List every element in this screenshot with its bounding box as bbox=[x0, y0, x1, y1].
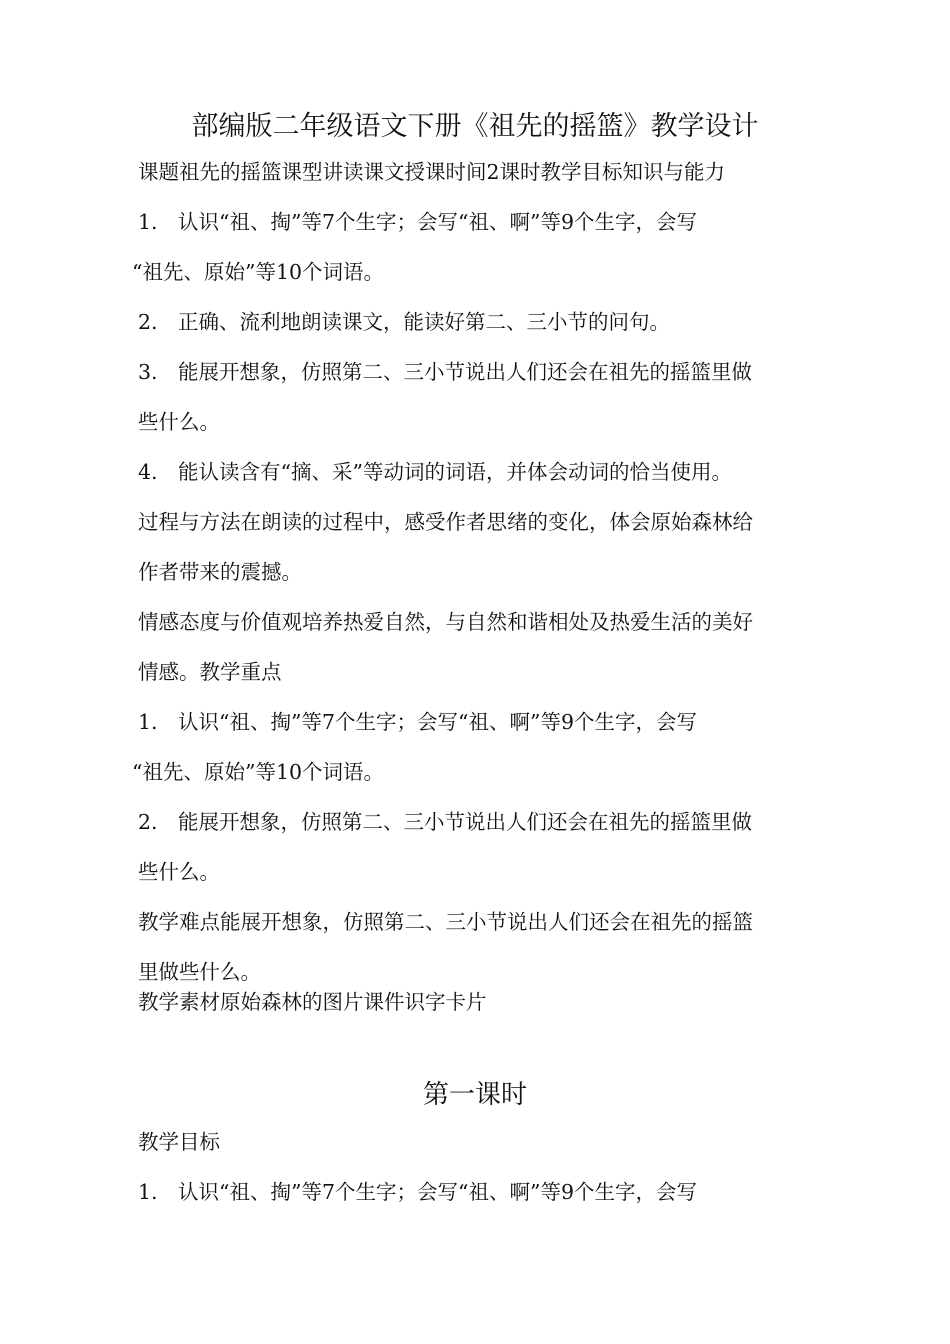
emotion-line-1: 情感态度与价值观培养热爱自然，与自然和谐相处及热爱生活的美好 bbox=[138, 610, 753, 634]
section-goal-1-text: 认识“祖、掏”等7个生字；会写“祖、啊”等9个生字，会写 bbox=[178, 1180, 698, 1204]
goal-4-number: 4. bbox=[138, 460, 158, 484]
goal-4 bbox=[138, 458, 818, 486]
key-point-1-continuation: “祖先、原始”等10个词语。 bbox=[132, 760, 385, 784]
key-point-2-number: 2. bbox=[138, 810, 158, 834]
goal-1-number: 1. bbox=[138, 210, 158, 234]
materials-line: 教学素材原始森林的图片课件识字卡片 bbox=[138, 990, 487, 1014]
goal-3-text: 能展开想象，仿照第二、三小节说出人们还会在祖先的摇篮里做 bbox=[178, 360, 752, 384]
key-point-2-continuation: 些什么。 bbox=[138, 860, 220, 884]
intro-line: 课题祖先的摇篮课型讲读课文授课时间2课时教学目标知识与能力 bbox=[138, 160, 726, 184]
document-title: 部编版二年级语文下册《祖先的摇篮》教学设计 bbox=[191, 111, 759, 142]
goal-1-text: 认识“祖、掏”等7个生字；会写“祖、啊”等9个生字，会写 bbox=[178, 210, 698, 234]
process-line-2: 作者带来的震撼。 bbox=[138, 560, 302, 584]
goal-1 bbox=[138, 208, 818, 236]
key-point-1 bbox=[138, 708, 818, 736]
goal-2 bbox=[138, 308, 818, 336]
process-line-1: 过程与方法在朗读的过程中，感受作者思绪的变化，体会原始森林给 bbox=[138, 510, 753, 534]
difficulty-line-2: 里做些什么。 bbox=[138, 960, 261, 984]
key-point-1-text: 认识“祖、掏”等7个生字；会写“祖、啊”等9个生字，会写 bbox=[178, 710, 698, 734]
section-subtitle: 教学目标 bbox=[138, 1130, 220, 1154]
goal-3-number: 3. bbox=[138, 360, 158, 384]
goal-2-number: 2. bbox=[138, 310, 158, 334]
goal-3 bbox=[138, 358, 818, 386]
key-point-2 bbox=[138, 808, 818, 836]
key-point-2-text: 能展开想象，仿照第二、三小节说出人们还会在祖先的摇篮里做 bbox=[178, 810, 752, 834]
goal-1-continuation: “祖先、原始”等10个词语。 bbox=[132, 260, 385, 284]
section-title: 第一课时 bbox=[422, 1080, 527, 1110]
difficulty-line-1: 教学难点能展开想象，仿照第二、三小节说出人们还会在祖先的摇篮 bbox=[138, 910, 753, 934]
section-goal-1-number: 1. bbox=[138, 1180, 158, 1204]
key-point-1-number: 1. bbox=[138, 710, 158, 734]
section-goal-1 bbox=[138, 1178, 818, 1206]
goal-4-text: 能认读含有“摘、采”等动词的词语，并体会动词的恰当使用。 bbox=[178, 460, 732, 484]
goal-2-text: 正确、流利地朗读课文，能读好第二、三小节的问句。 bbox=[178, 310, 670, 334]
emotion-line-2: 情感。教学重点 bbox=[138, 660, 282, 684]
goal-3-continuation: 些什么。 bbox=[138, 410, 220, 434]
